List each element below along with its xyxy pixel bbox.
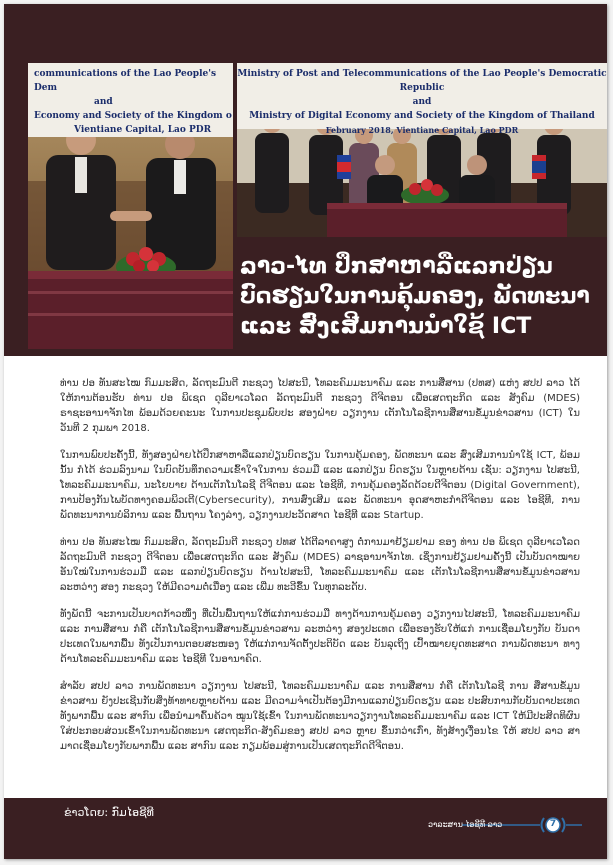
page-footer (4, 798, 607, 859)
right-banner-line-1: Ministry of Post and Telecommunications of the Lao People's Democratic Republic (237, 69, 607, 93)
page-number: 7 (549, 819, 557, 829)
signal-arc-icon (542, 818, 545, 832)
body-paragraph-2: ໃນການພົບປະຄັ້ງນີ້, ທັງສອງຝ່າຍໄດ້ປຶກສາຫາລືແລກປ່ຽນບົດຮຽນ ໃນການຄຸ້ມຄອງ, ພັດທະນາ ແລະ ສົ່ງເສີມການນຳໃຊ້ ICT, ພ້ອມນັ້ນ ກໍໄດ້ ຮ່ວມລົງນາມ ໃນບົດບັນທຶກຄວາມເຂົ້າໃຈໃນການ ຮ່ວມມື ແລະ ແລກປ່ຽນ ບົດຮຽນ ໃນຫຼາຍດ້ານ ເຊັ່ນ: ວຽກງານ ໄປສະນີ, ໂທລະຄົມມະນາຄົມ, ນະໂຍບາຍ ດ້ານເຕັກໂນໂລຊີ ດີຈີຕອນ ແລະ ໄອຊີທີ, ການຄຸ້ມຄອງລັດດ້ວຍດີຈີຕອນ (Digital Government), ການປ້ອງກັນໄພບັດທາງຄອມພິວເຕີ(Cybersecurity), ການສົ່ງເສີມ ແລະ ພັດທະນາ ອຸດສາຫະກຳດີຈີຕອນ ແລະ ໄອຊີທີ, ການພັດທະນາການບໍລິການ ແລະ ພື້ນຖານ ໂຄງລ່າງ, ວຽກງານປະວັດສາດ ໄອຊີທີ ແລະ Startup. (60, 450, 580, 521)
body-paragraph-4: ທັງພັດນີ້ ຈະການເປັນບາດກ້າວໜຶ່ງ ທີ່ເປັນພື້ນຖານໃຫ້ແກ່ການຮ່ວມມື ທາງດ້ານການຄຸ້ມຄອງ ວຽກງານໄປສະນີ, ໂທລະຄົມມະນາຄົມ ແລະ ການສື່ສານ ກໍຄື ເຕັກໂນໂລຊີການສື່ສານຂໍ້ມູນຂ່າວສານ ລະຫວ່າງ ສອງປະເທດ ເພື່ອຮອງຮັບໃຫ້ແກ່ ການເຊື່ອມໂຍງກັບ ບັນດາປະເທດໃນພາກພື້ນ ທັງເປັນການຕອບສະໜອງ ໃຫ້ແກ່ການຈັດຕັ້ງປະຕິບັດ ແລະ ບັນລຸເຖິງ ເປົ້າໝາຍຍຸດທະສາດ ການພັດທະນາ ທາງ ດ້ານໂທລະຄົມມະນາຄົມ ແລະ ໄອຊີທີ ໃນອານາຄົດ. (60, 609, 580, 665)
left-banner-line-3: Economy and Society of the Kingdom o (34, 111, 232, 121)
left-banner-line-4: Vientiane Capital, Lao PDR (74, 125, 212, 135)
right-banner-line-4: February 2018, Vientiane Capital, Lao PDR (325, 125, 519, 135)
left-banner-line-2: and (94, 97, 113, 107)
group-photo (237, 63, 607, 237)
magazine-page (4, 4, 607, 859)
article-author: ຂ່າວໂດຍ: ກົມໄອຊີທີ (64, 806, 154, 819)
body-paragraph-1: ທ່ານ ປອ ທັນສະໄໝ ກົມມະສິດ, ລັດຖະມົນຕີ ກະຊວງ ໄປສະນີ, ໂທລະຄົມມະນາຄົມ ແລະ ການສື່ສານ (ປທສ) ແຫ່ງ ສປປ ລາວ ໄດ້ໃຫ້ການຕ້ອນຮັບ ທ່ານ ປອ ພິເຊດ ດຸລີຍາເວໂລດ ລັດຖະມົນຕີ ກະຊວງ ດີຈີຕອນ ເພື່ອເສດຖະກິດ ແລະ ສັງຄົມ (MDES) ຣາຊະອານາຈັກໄທ ພ້ອມດ້ວຍຄະນະ ໃນການປະຊຸມພົບປະ ສອງຝ່າຍ ວຽກງານ ເຕັກໂນໂລຊີການສື່ສານຂໍ້ມູນຂ່າວສານ (ICT) ໃນວັນທີ 2 ກຸມພາ 2018. (60, 378, 580, 434)
body-paragraph-3: ທ່ານ ປອ ທັນສະໄໝ ກົມມະສິດ, ລັດຖະມົນຕີ ກະຊວງ ປທສ ໄດ້ຕີລາຄາສູງ ຕໍ່ການມາຢ້ຽມຢາມ ຂອງ ທ່ານ ປອ ພິເຊດ ດຸລີຍາເວໂລດ ລັດຖະມົນຕີ ກະຊວງ ດີຈີຕອນ ເພື່ອເສດຖະກິດ ແລະ ສັງຄົມ (MDES) ລາຊອານາຈັກໄທ. ເຊິ່ງການຢ້ຽມຢາມຄັ້ງນີ້ ເປັນບັນດາໝາຍ ອັນໃໝ່ໃນການຮ່ວມມື ແລະ ແລກປ່ຽນບົດຮຽນ ດ້ານໄປສະນີ, ໂທລະຄົມມະນາຄົມ ແລະ ເຕັກໂນໂລຊີການສື່ສານຂໍ້ມູນຂ່າວສານ ລະຫວ່າງ ສອງ ກະຊວງ ໃຫ້ມີຄວາມຕໍ່ເນື່ອງ ແລະ ເພີ່ມ ທະວີຂຶ້ນ ໃນທຸກລະດັບ. (60, 537, 580, 593)
left-banner-line-1: communications of the Lao People's Dem (34, 69, 217, 93)
handshake-photo (28, 63, 233, 349)
right-photo-banner (237, 63, 607, 135)
magazine-name: ວາລະສານ ໄອຊີທີ ລາວ (428, 820, 503, 829)
headline-line-2: ບົດຮຽນໃນການຄຸ້ມຄອງ, ພັດທະນາ (240, 284, 590, 309)
signal-arc-icon (562, 818, 565, 832)
headline-line-3: ແລະ ສົ່ງເສີມການນຳໃຊ້ ICT (240, 314, 532, 339)
body-paragraph-5: ສຳລັບ ສປປ ລາວ ການພັດທະນາ ວຽກງານ ໄປສະນີ, ໂທລະຄົມມະນາຄົມ ແລະ ການສື່ສານ ກໍຄື ເຕັກໂນໂລຊີ ການ ສື່ສານຂໍ້ມູນຂ່າວສານ ຍັງປະເຊີນກັບສິ່ງທ້າທາຍຫຼາຍດ້ານ ແລະ ມີຄວາມຈຳເປັນຕ້ອງມີການແລກປ່ຽນບົດຮຽນ ແລະ ປະສົບການກັບບັນດາປະເທດ ທັງພາກພື້ນ ແລະ ສາກົນ ເພື່ອນຳມາຄົ້ນຄ້ວາ ໝູນໃຊ້ເຂົ້າ ໃນການພັດທະນາວຽກງານໂທລະຄົມມະນາຄົມ ແລະ ICT ໃຫ້ມີປະສິດທິຜົນ ໃສ່ປະກອບສ່ວນເຂົ້າໃນການພັດທະນາ ເສດຖະກິດ-ສັງຄົມຂອງ ສປປ ລາວ ຫຼາຍ ຂຶ້ນກວ່າເກົ່າ, ທັງສ້າງເງື່ອນໄຂ ໃຫ້ ສປປ ລາວ ສາມາດເຊື່ອມໂຍງກັບພາກພື້ນ ແລະ ສາກົນ ແລະ ກຽມພ້ອມສູ່ການເປັນເສດຖະກິດດີຈີຕອນ. (60, 681, 580, 752)
left-photo-banner (28, 63, 233, 137)
right-banner-line-2: and (412, 97, 432, 107)
right-banner-line-3: Ministry of Digital Economy and Society of the Kingdom of Thailand (249, 111, 595, 121)
header-panel (4, 4, 607, 356)
headline-line-1: ລາວ-ໄທ ປຶກສາຫາລືແລກປ່ຽນ (240, 254, 553, 279)
article-headline (240, 252, 600, 342)
article-body (60, 376, 580, 766)
